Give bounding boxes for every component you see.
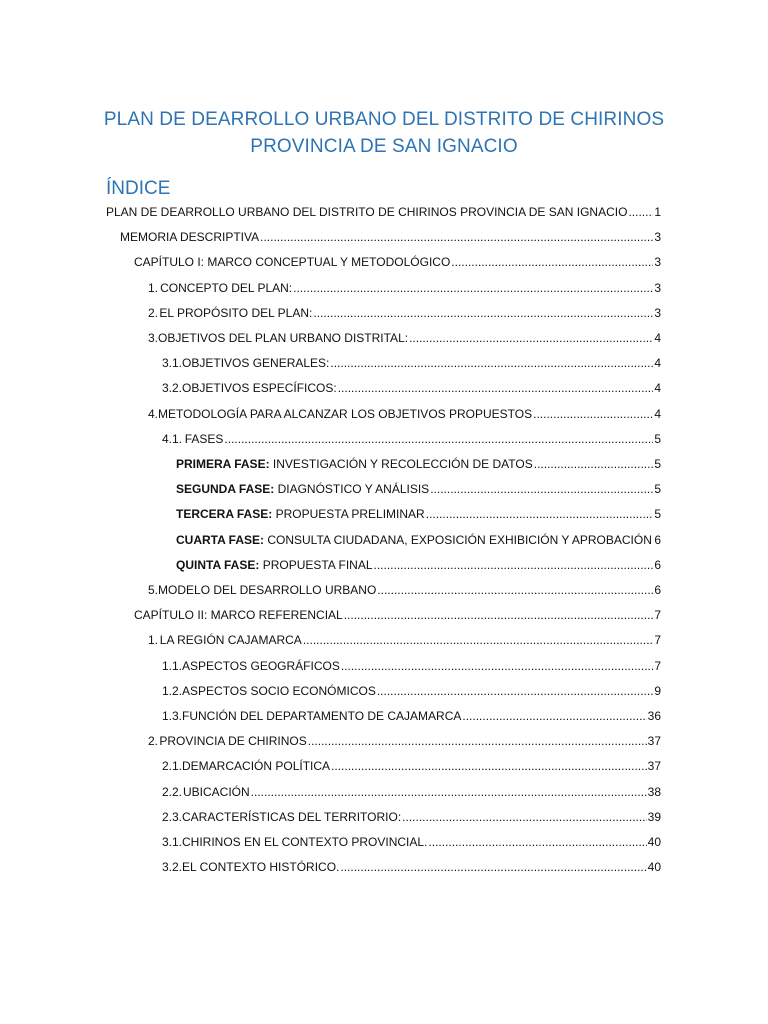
toc-entry-phase-prefix: PRIMERA FASE: — [176, 457, 270, 471]
toc-entry-page-number: 7 — [654, 633, 661, 648]
toc-entry-number: 3. — [148, 331, 159, 345]
toc-entry[interactable] — [148, 630, 661, 650]
toc-entry[interactable] — [148, 404, 661, 424]
toc-entry-phase-prefix: CUARTA FASE: — [176, 532, 264, 547]
toc-entry-leader-dots — [430, 479, 653, 499]
toc-entry[interactable] — [162, 807, 661, 827]
toc-entry-leader-dots — [224, 429, 653, 449]
toc-entry-number: 1. — [148, 280, 159, 295]
toc-entry-label: CONCEPTO DEL PLAN: — [160, 280, 293, 295]
toc-entry-leader-dots — [628, 202, 653, 222]
toc-entry[interactable] — [162, 756, 661, 776]
toc-entry-leader-dots — [308, 731, 647, 751]
toc-entry[interactable] — [148, 278, 661, 298]
toc-entry-page-number: 4 — [654, 356, 661, 371]
toc-entry-number: 1.1. — [162, 658, 183, 673]
toc-entry-page-number: 1 — [654, 205, 661, 219]
toc-entry[interactable] — [106, 202, 661, 222]
toc-entry[interactable] — [176, 479, 661, 499]
toc-entry-label — [176, 454, 533, 474]
toc-entry-page-number: 3 — [654, 305, 661, 320]
toc-entry[interactable] — [162, 681, 661, 701]
toc-entry[interactable] — [162, 832, 661, 852]
document-title-line2: PROVINCIA DE SAN IGNACIO — [250, 136, 518, 157]
toc-entry-leader-dots — [331, 756, 647, 776]
toc-entry-number: 3.1. — [162, 835, 183, 849]
toc-entry-leader-dots — [330, 353, 653, 373]
toc-entry-number: 2.1. — [162, 759, 183, 774]
toc-entry-leader-dots — [462, 706, 646, 726]
toc-entry-number: 5. — [148, 583, 159, 597]
toc-entry-number: 4. — [148, 406, 159, 421]
document-title-line1: PLAN DE DEARROLLO URBANO DEL DISTRITO DE CHIRINOS — [103, 109, 665, 130]
toc-entry-label: LA REGIÓN CAJAMARCA — [159, 633, 302, 648]
toc-entry[interactable] — [148, 303, 661, 323]
toc-entry[interactable] — [176, 454, 661, 474]
toc-entry-leader-dots — [377, 580, 653, 600]
toc-entry-page-number: 37 — [647, 734, 661, 749]
toc-entry-phase-title: DIAGNÓSTICO Y ANÁLISIS — [277, 482, 430, 497]
toc-entry-label: MODELO DEL DESARROLLO URBANO — [158, 583, 377, 597]
toc-entry-number: 3.2. — [162, 860, 183, 875]
toc-entry-leader-dots — [303, 630, 654, 650]
toc-entry-leader-dots — [341, 656, 653, 676]
toc-entry-label: OBJETIVOS ESPECÍFICOS: — [182, 381, 337, 396]
toc-entry-label: ASPECTOS SOCIO ECONÓMICOS — [182, 683, 376, 698]
toc-entry[interactable] — [176, 555, 661, 575]
toc-entry-leader-dots — [260, 227, 653, 247]
toc-entry-page-number: 6 — [654, 557, 661, 572]
toc-entry-label — [176, 504, 425, 524]
toc-entry[interactable] — [148, 731, 661, 751]
toc-entry-label: OBJETIVOS DEL PLAN URBANO DISTRITAL: — [158, 331, 409, 345]
toc-entry-phase-prefix: TERCERA FASE: — [176, 507, 273, 522]
toc-entry[interactable] — [162, 706, 661, 726]
toc-entry-label — [176, 479, 429, 499]
toc-entry-phase-title: PROPUESTA PRELIMINAR — [275, 507, 425, 522]
toc-entry-page-number: 9 — [654, 683, 661, 698]
toc-entry-number: 3.1. — [162, 356, 183, 371]
toc-entry-leader-dots — [293, 278, 653, 298]
toc-entry-page-number: 5 — [654, 482, 661, 497]
toc-entry-number: 2. — [148, 305, 159, 320]
toc-entry-label: EL CONTEXTO HISTÓRICO. — [182, 860, 340, 875]
toc-entry-page-number: 39 — [647, 809, 661, 824]
toc-entry-page-number: 4 — [654, 381, 661, 396]
toc-entry-leader-dots — [251, 782, 647, 802]
toc-entry-label: ASPECTOS GEOGRÁFICOS — [182, 658, 340, 673]
toc-entry-page-number: 40 — [647, 835, 661, 849]
toc-heading: ÍNDICE — [106, 178, 171, 199]
toc-entry-number: 2.2. — [162, 784, 183, 799]
toc-entry[interactable] — [148, 328, 661, 348]
toc-entry-leader-dots — [426, 504, 654, 524]
toc-entry-page-number: 36 — [647, 709, 661, 723]
toc-entry-label: FUNCIÓN DEL DEPARTAMENTO DE CAJAMARCA — [182, 709, 462, 723]
toc-entry-label: UBICACIÓN — [182, 784, 250, 799]
toc-entry-leader-dots — [428, 832, 646, 852]
toc-entry-phase-prefix: QUINTA FASE: — [176, 557, 260, 572]
toc-entry-label: EL PROPÓSITO DEL PLAN: — [159, 305, 313, 320]
toc-entry-phase-title: INVESTIGACIÓN Y RECOLECCIÓN DE DATOS — [272, 457, 533, 471]
toc-entry-page-number: 7 — [654, 608, 661, 623]
toc-entry-label: CARACTERÍSTICAS DEL TERRITORIO: — [182, 809, 402, 824]
toc-entry-leader-dots — [533, 404, 653, 424]
toc-entry[interactable] — [148, 580, 661, 600]
toc-entry-page-number: 38 — [647, 784, 661, 799]
toc-entry-number: 2. — [148, 734, 159, 749]
toc-entry-leader-dots — [344, 605, 654, 625]
toc-entry-page-number: 5 — [654, 457, 661, 471]
toc-entry[interactable] — [162, 857, 661, 877]
toc-entry-page-number: 37 — [647, 759, 661, 774]
toc-entry-leader-dots — [374, 555, 654, 575]
toc-entry-phase-prefix: SEGUNDA FASE: — [176, 482, 275, 497]
toc-entry-label: MEMORIA DESCRIPTIVA — [120, 230, 260, 245]
toc-entry-label — [176, 555, 373, 575]
toc-entry-label: CAPÍTULO II: MARCO REFERENCIAL — [134, 608, 343, 623]
toc-entry-leader-dots — [338, 378, 654, 398]
toc-entry[interactable] — [162, 656, 661, 676]
toc-entry[interactable] — [162, 353, 661, 373]
toc-entry[interactable] — [176, 504, 661, 524]
toc-entry-page-number: 3 — [654, 255, 661, 270]
toc-entry-page-number: 3 — [654, 230, 661, 245]
toc-entry-leader-dots — [534, 454, 654, 474]
toc-entry-number: 1.2. — [162, 683, 183, 698]
toc-entry-phase-title: CONSULTA CIUDADANA, EXPOSICIÓN EXHIBICIÓN Y APROBACIÓN — [267, 532, 652, 547]
toc-entry-leader-dots — [377, 681, 653, 701]
toc-entry-leader-dots — [409, 328, 653, 348]
toc-entry[interactable] — [176, 530, 661, 550]
toc-entry-page-number: 4 — [654, 331, 661, 345]
toc-entry[interactable] — [134, 252, 661, 272]
toc-entry-leader-dots — [451, 252, 653, 272]
toc-entry[interactable] — [134, 605, 661, 625]
toc-entry-page-number: 5 — [654, 431, 661, 446]
toc-entry-page-number: 40 — [647, 860, 661, 875]
toc-entry-label: METODOLOGÍA PARA ALCANZAR LOS OBJETIVOS PROPUESTOS — [158, 406, 533, 421]
toc-entry-label: PLAN DE DEARROLLO URBANO DEL DISTRITO DE CHIRINOS PROVINCIA DE SAN IGNACIO — [106, 205, 628, 219]
toc-entry-page-number: 4 — [654, 406, 661, 421]
toc-entry-page-number: 6 — [654, 583, 661, 597]
toc-entry-leader-dots — [402, 807, 646, 827]
toc-entry-leader-dots — [340, 857, 646, 877]
toc-entry-label: CAPÍTULO I: MARCO CONCEPTUAL Y METODOLÓGICO — [134, 255, 451, 270]
toc-entry-label: PROVINCIA DE CHIRINOS — [159, 734, 307, 749]
toc-entry-page-number: 3 — [654, 280, 661, 295]
toc-entry[interactable] — [162, 782, 661, 802]
toc-entry[interactable] — [162, 429, 661, 449]
toc-entry-label: OBJETIVOS GENERALES: — [182, 356, 330, 371]
toc-entry-phase-title: PROPUESTA FINAL — [262, 557, 373, 572]
toc-entry[interactable] — [162, 378, 661, 398]
toc-entry-number: 1.3. — [162, 709, 183, 723]
toc-entry-label: CHIRINOS EN EL CONTEXTO PROVINCIAL. — [182, 835, 428, 849]
toc-entry-leader-dots — [313, 303, 653, 323]
toc-entry-label — [176, 530, 652, 550]
toc-entry-number: 4.1. — [162, 431, 183, 446]
toc-entry-number: 3.2. — [162, 381, 183, 396]
toc-entry-number: 1. — [148, 633, 159, 648]
toc-entry-page-number: 6 — [654, 532, 661, 547]
toc-entry-page-number: 7 — [654, 658, 661, 673]
toc-entry-label: DEMARCACIÓN POLÍTICA — [182, 759, 331, 774]
toc-entry[interactable] — [120, 227, 661, 247]
toc-entry-page-number: 5 — [654, 507, 661, 522]
toc-entry-label: FASES — [184, 431, 224, 446]
toc-entry-number: 2.3. — [162, 809, 183, 824]
